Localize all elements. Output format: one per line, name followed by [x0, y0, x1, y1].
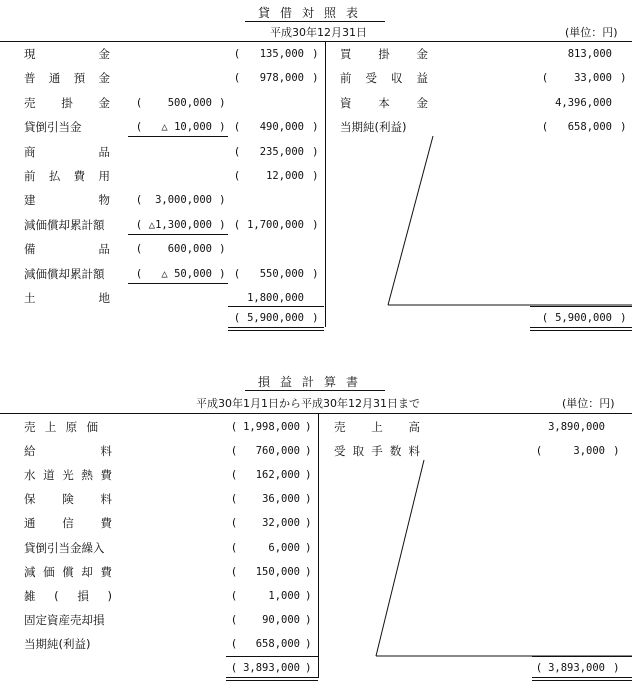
bs-sub-close-paren: )	[220, 96, 225, 109]
is-item-label: 水道光熱費	[24, 468, 112, 482]
bs-sub-open-paren: (	[137, 193, 142, 206]
bs-credit-close-paren: )	[621, 120, 626, 133]
is-amount: 150,000	[255, 566, 300, 578]
bs-credit-close-paren: )	[621, 71, 626, 84]
is-amount-open-paren: (	[232, 541, 237, 554]
is-item-label: 雑(損)	[24, 589, 112, 603]
bs-amount-open-paren: (	[235, 47, 240, 60]
bs-item-label: 普通預金	[24, 71, 110, 85]
is-item-label: 減価償却費	[24, 565, 112, 579]
is-item-label: 固定資産売却損	[24, 613, 105, 627]
bs-total-left-open-paren: (	[235, 311, 240, 324]
bs-sub-open-paren: (	[137, 96, 142, 109]
is-total-left-open-paren: (	[232, 661, 237, 674]
is-amount: 36,000	[262, 493, 300, 505]
bs-sub-open-paren: (	[137, 120, 142, 133]
bs-sub-open-paren: (	[137, 218, 142, 231]
bs-amount-open-paren: (	[235, 120, 240, 133]
bs-closing-diagonal	[388, 136, 433, 305]
bs-item-label: 前払費用	[24, 169, 110, 183]
bs-credit-open-paren: (	[543, 120, 548, 133]
is-amount: 162,000	[255, 469, 300, 481]
bs-sub-close-paren: )	[220, 218, 225, 231]
bs-amount: 550,000	[259, 268, 304, 280]
bs-amount-close-paren: )	[313, 145, 318, 158]
is-item-label: 通信費	[24, 516, 112, 530]
bs-sub-amount: △ 50,000	[161, 268, 212, 280]
bs-amount-open-paren: (	[235, 218, 240, 231]
bs-item-label: 売掛金	[24, 96, 110, 110]
is-amount-open-paren: (	[232, 444, 237, 457]
bs-item-label: 現金	[24, 47, 110, 61]
bs-sub-open-paren: (	[137, 267, 142, 280]
bs-sub-amount: 600,000	[167, 243, 212, 255]
bs-amount: 490,000	[259, 121, 304, 133]
bs-item-label: 商品	[24, 145, 110, 159]
is-closing-diagonal	[376, 460, 424, 656]
is-amount-open-paren: (	[232, 492, 237, 505]
bs-credit-amount: 4,396,000	[555, 97, 612, 109]
is-amount: 90,000	[262, 614, 300, 626]
bs-total-left-close-paren: )	[313, 311, 318, 324]
is-amount-close-paren: )	[306, 589, 311, 602]
bs-credit-label: 買掛金	[340, 47, 428, 61]
bs-item-label: 土地	[24, 291, 110, 305]
bs-credit-amount: 33,000	[574, 72, 612, 84]
is-item-label: 給料	[24, 444, 112, 458]
bs-sub-amount: △ 10,000	[161, 121, 212, 133]
is-item-label: 保険料	[24, 492, 112, 506]
is-amount-close-paren: )	[306, 516, 311, 529]
is-period: 平成30年1月1日から平成30年12月31日まで	[196, 397, 420, 410]
is-item-label: 当期純(利益)	[24, 637, 91, 651]
bs-item-label: 減価償却累計額	[24, 267, 105, 281]
is-credit-amount: 3,000	[573, 445, 605, 457]
bs-title: 貸借対照表	[258, 6, 369, 20]
is-amount-close-paren: )	[306, 444, 311, 457]
is-amount: 32,000	[262, 517, 300, 529]
is-amount-open-paren: (	[232, 637, 237, 650]
bs-amount-close-paren: )	[313, 267, 318, 280]
bs-date: 平成30年12月31日	[270, 26, 367, 39]
bs-amount-open-paren: (	[235, 71, 240, 84]
bs-sub-amount: △1,300,000	[148, 219, 212, 231]
is-amount-close-paren: )	[306, 420, 311, 433]
bs-sub-close-paren: )	[220, 242, 225, 255]
is-credit-close-paren: )	[614, 444, 619, 457]
bs-amount-close-paren: )	[313, 218, 318, 231]
is-amount-close-paren: )	[306, 468, 311, 481]
is-amount-open-paren: (	[232, 468, 237, 481]
bs-amount-close-paren: )	[313, 71, 318, 84]
bs-amount-close-paren: )	[313, 169, 318, 182]
is-credit-open-paren: (	[537, 444, 542, 457]
is-amount: 760,000	[255, 445, 300, 457]
is-credit-amount: 3,890,000	[548, 421, 605, 433]
is-unit: (単位：円)	[562, 397, 615, 410]
is-item-label: 売上原価	[24, 420, 98, 434]
is-credit-label: 受取手数料	[334, 444, 420, 458]
bs-total-right-close-paren: )	[621, 311, 626, 324]
is-total-right-open-paren: (	[537, 661, 542, 674]
bs-sub-open-paren: (	[137, 242, 142, 255]
is-total-left-close-paren: )	[306, 661, 311, 674]
bs-item-label: 貸倒引当金	[24, 120, 82, 134]
bs-amount: 12,000	[266, 170, 304, 182]
is-amount: 6,000	[268, 542, 300, 554]
bs-amount: 1,800,000	[247, 292, 304, 304]
bs-item-label: 減価償却累計額	[24, 218, 105, 232]
bs-amount: 1,700,000	[247, 219, 304, 231]
bs-credit-label: 当期純(利益)	[340, 120, 407, 134]
bs-amount-open-paren: (	[235, 267, 240, 280]
is-total-right-close-paren: )	[614, 661, 619, 674]
bs-amount-close-paren: )	[313, 47, 318, 60]
is-amount-open-paren: (	[232, 516, 237, 529]
bs-sub-close-paren: )	[220, 267, 225, 280]
is-amount-open-paren: (	[232, 613, 237, 626]
bs-amount-open-paren: (	[235, 145, 240, 158]
is-item-label: 貸倒引当金繰入	[24, 541, 105, 555]
is-amount-close-paren: )	[306, 492, 311, 505]
is-credit-label: 売上高	[334, 420, 420, 434]
is-amount: 658,000	[255, 638, 300, 650]
is-title: 損益計算書	[258, 375, 369, 389]
bs-sub-amount: 3,000,000	[155, 194, 212, 206]
is-amount-close-paren: )	[306, 565, 311, 578]
is-total-left: 3,893,000	[243, 662, 300, 674]
is-amount: 1,998,000	[243, 421, 300, 433]
bs-amount: 235,000	[259, 146, 304, 158]
is-amount-open-paren: (	[232, 589, 237, 602]
is-amount-close-paren: )	[306, 613, 311, 626]
bs-total-left: 5,900,000	[247, 312, 304, 324]
is-total-right: 3,893,000	[548, 662, 605, 674]
bs-unit: (単位：円)	[565, 26, 618, 39]
bs-amount: 135,000	[259, 48, 304, 60]
bs-credit-open-paren: (	[543, 71, 548, 84]
bs-credit-label: 資本金	[340, 96, 428, 110]
bs-total-right: 5,900,000	[555, 312, 612, 324]
bs-sub-amount: 500,000	[167, 97, 212, 109]
bs-sub-close-paren: )	[220, 193, 225, 206]
bs-amount-close-paren: )	[313, 120, 318, 133]
is-amount-close-paren: )	[306, 541, 311, 554]
bs-credit-label: 前受収益	[340, 71, 428, 85]
bs-credit-amount: 813,000	[567, 48, 612, 60]
bs-credit-amount: 658,000	[567, 121, 612, 133]
is-amount: 1,000	[268, 590, 300, 602]
bs-item-label: 建物	[24, 193, 110, 207]
bs-total-right-open-paren: (	[543, 311, 548, 324]
is-amount-close-paren: )	[306, 637, 311, 650]
is-amount-open-paren: (	[232, 420, 237, 433]
bs-amount: 978,000	[259, 72, 304, 84]
bs-amount-open-paren: (	[235, 169, 240, 182]
is-amount-open-paren: (	[232, 565, 237, 578]
bs-item-label: 備品	[24, 242, 110, 256]
bs-sub-close-paren: )	[220, 120, 225, 133]
